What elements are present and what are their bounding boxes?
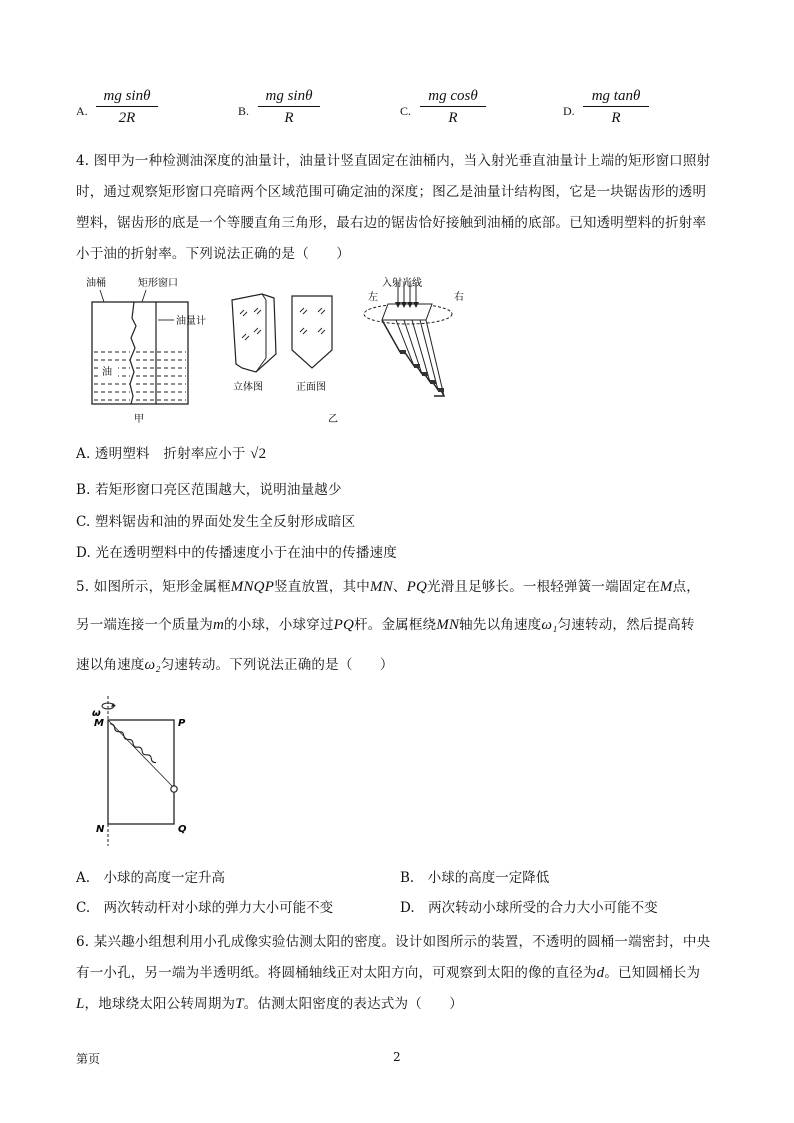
q3-option-d-label: D. xyxy=(563,104,575,118)
label-perspective-view: 立体图 xyxy=(233,382,263,393)
q5-figure xyxy=(82,694,202,854)
q3-option-b-numerator: mg sinθ xyxy=(258,86,320,107)
q6-stem-line-2 xyxy=(76,961,700,982)
q6-l3-math-l: L xyxy=(76,996,85,1012)
q5-l3-text-b: 匀速转动。下列说法正确的是（ ） xyxy=(160,657,394,673)
q3-option-d-fraction xyxy=(583,86,649,129)
q3-option-a-label: A. xyxy=(76,104,88,118)
rotating-frame-diagram xyxy=(102,696,177,846)
label-left: 左 xyxy=(368,292,378,303)
q4-option-c: C. 塑料锯齿和油的界面处发生全反射形成暗区 xyxy=(76,514,356,530)
q5-stem-line-2 xyxy=(76,613,695,634)
q6-l2-text-b: 。已知圆桶长为 xyxy=(604,965,701,981)
q5-l1-math-mnqp: MNQP xyxy=(230,579,275,595)
gauge-front-view xyxy=(292,296,332,368)
q3-option-d-numerator: mg tanθ xyxy=(583,86,649,107)
q5-l1-text-c: 、 xyxy=(392,579,407,595)
q3-option-c-numerator: mg cosθ xyxy=(420,86,486,107)
q6-l2-text-a: 有一小孔，另一端为半透明纸。将圆桶轴线正对太阳方向，可观察到太阳的像的直径为 xyxy=(76,965,597,981)
label-fig-jia: 甲 xyxy=(134,414,144,425)
q5-l2-math-m: m xyxy=(213,617,225,633)
label-m: M xyxy=(94,718,104,729)
q5-l1-text-b: 竖直放置，其中 xyxy=(274,579,370,595)
q3-option-c-denominator: R xyxy=(448,110,458,126)
q6-l3-math-t: T xyxy=(235,996,244,1012)
footer-page-number: 2 xyxy=(393,1050,401,1064)
q4-option-d: D. 光在透明塑料中的传播速度小于在油中的传播速度 xyxy=(76,545,397,561)
q5-l3-math-omega2: ω₂ xyxy=(144,657,161,673)
q3-option-b-fraction xyxy=(258,86,320,129)
label-rectangular-window: 矩形窗口 xyxy=(138,278,178,289)
q5-l3-text-a: 速以角速度 xyxy=(76,657,145,673)
label-n: N xyxy=(96,824,105,835)
q5-option-d: D. 两次转动小球所受的合力大小可能不变 xyxy=(400,900,658,916)
q5-l2-text-e: 匀速转动，然后提高转 xyxy=(557,617,695,633)
footer-page-label: 第页 xyxy=(76,1052,101,1066)
q5-option-b: B. 小球的高度一定降低 xyxy=(400,870,550,886)
q6-l2-math-d: d xyxy=(596,965,605,981)
q3-option-c-fraction xyxy=(420,86,486,129)
q6-l3-text-b: 。估测太阳密度的表达式为（ ） xyxy=(243,996,463,1012)
q4-stem-line-3: 塑料，锯齿形的底是一个等腰直角三角形，最右边的锯齿恰好接触到油桶的底部。已知透明塑料的折射率 xyxy=(76,215,707,231)
label-omega: ω xyxy=(92,708,101,719)
q5-l1-math-mn: MN xyxy=(369,579,393,595)
label-oil-gauge: 油量计 xyxy=(176,316,206,327)
q5-l1-text-e: 点， xyxy=(672,579,701,595)
q4-option-a-text: A. 透明塑料 折射率应小于 xyxy=(76,446,246,462)
label-oil: 油 xyxy=(102,367,112,378)
q5-l1-math-pq: PQ xyxy=(406,579,427,595)
q5-l1-text-d: 光滑且足够长。一根轻弹簧一端固定在 xyxy=(427,579,660,595)
label-q: Q xyxy=(178,824,187,835)
q4-figure xyxy=(70,268,490,428)
q5-option-a: A. 小球的高度一定升高 xyxy=(76,870,226,886)
q3-option-b-label: B. xyxy=(238,104,250,118)
q5-option-c: C. 两次转动杆对小球的弹力大小可能不变 xyxy=(76,900,334,916)
label-right: 右 xyxy=(454,292,464,303)
label-p: P xyxy=(178,718,186,729)
q5-l1-text-a: 5. 如图所示，矩形金属框 xyxy=(76,579,231,595)
q5-l2-text-c: 杆。金属框绕 xyxy=(354,617,437,633)
q6-l3-text-a: ，地球绕太阳公转周期为 xyxy=(84,996,236,1012)
q3-option-a-fraction xyxy=(96,86,158,129)
q5-l2-math-pq: PQ xyxy=(333,617,355,633)
q4-option-a-math: √2 xyxy=(250,446,267,462)
q5-l2-text-b: 的小球，小球穿过 xyxy=(224,617,334,633)
q3-option-d-denominator: R xyxy=(611,110,621,126)
label-fig-yi: 乙 xyxy=(328,414,338,425)
label-incident-light: 入射光线 xyxy=(382,278,422,289)
q4-stem-line-4: 小于油的折射率。下列说法正确的是（ ） xyxy=(76,246,350,262)
q5-l2-math-omega1: ω₁ xyxy=(541,617,558,633)
q4-option-a xyxy=(76,442,266,463)
q3-option-a-numerator: mg sinθ xyxy=(96,86,158,107)
q3-option-b-denominator: R xyxy=(284,110,294,126)
q5-l2-math-mn: MN xyxy=(436,617,460,633)
q5-l2-text-a: 另一端连接一个质量为 xyxy=(76,617,213,633)
gauge-perspective-view xyxy=(232,294,276,372)
oil-barrel-diagram xyxy=(92,290,188,404)
q5-l2-text-d: 轴先以角速度 xyxy=(459,617,542,633)
q5-l1-math-m: M xyxy=(659,579,673,595)
q3-option-a-denominator: 2R xyxy=(118,110,136,126)
q5-stem-line-1 xyxy=(76,575,700,596)
q4-option-b: B. 若矩形窗口亮区范围越大，说明油量越少 xyxy=(76,482,342,498)
q6-stem-line-3 xyxy=(76,992,463,1013)
label-oil-barrel: 油桶 xyxy=(86,278,106,289)
q3-option-c-label: C. xyxy=(400,104,412,118)
q6-stem-line-1: 6. 某兴趣小组想利用小孔成像实验估测太阳的密度。设计如图所示的装置，不透明的圆桶一端密封，中央 xyxy=(76,934,711,950)
q4-stem-line-1: 4. 图甲为一种检测油深度的油量计，油量计竖直固定在油桶内，当入射光垂直油量计上端的矩形窗口照射 xyxy=(76,153,711,169)
q4-stem-line-2: 时，通过观察矩形窗口亮暗两个区域范围可确定油的深度；图乙是油量计结构图，它是一块锯齿形的透明 xyxy=(76,184,707,200)
label-front-view: 正面图 xyxy=(296,382,326,393)
q5-stem-line-3 xyxy=(76,653,394,674)
